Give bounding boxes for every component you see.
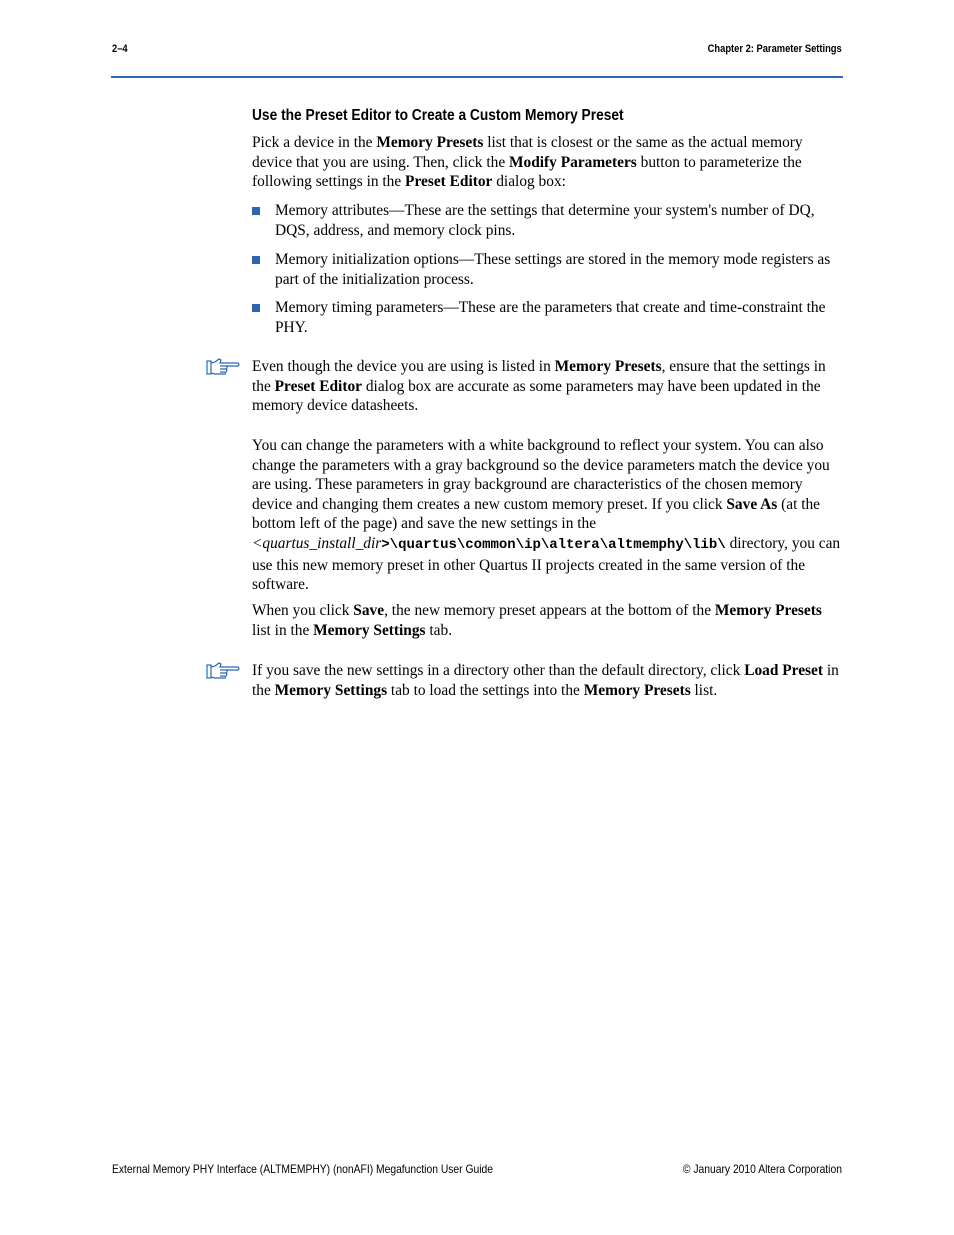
body-paragraph: When you click Save, the new memory preset appears at the bottom of the Memory Presets list in the Memory Settings tab. <box>252 602 822 639</box>
bullet-square-icon <box>252 207 260 215</box>
footer-copyright: © January 2010 Altera Corporation <box>682 1162 842 1176</box>
section-heading: Use the Preset Editor to Create a Custom Memory Preset <box>252 107 624 124</box>
footer-title: External Memory PHY Interface (ALTMEMPHY) (nonAFI) Megafunction User Guide <box>112 1162 494 1176</box>
pointing-hand-icon <box>205 662 241 680</box>
note-paragraph: Even though the device you are using is listed in Memory Presets, ensure that the settings in the Preset Editor dialog box are accurate as some parameters may have been updated in the memory device datasheets. <box>252 358 826 415</box>
pointing-hand-icon <box>205 358 241 376</box>
bullet-square-icon <box>252 304 260 312</box>
body-paragraph: You can change the parameters with a white background to reflect your system. You can also change the parameters with a gray background so the device parameters match the device you are using. These parameters in gray background are characteristics of the chosen memory device and changing them creates a new custom memory preset. If you click Save As (at the bottom left of the page) and save the new settings in the <quartus_install_dir>\quartus\common\ip\altera\altmemphy\lib\ directory, you can use this new memory preset in other Quartus II projects created in the same version of the software. <box>252 437 841 594</box>
header-rule <box>111 76 843 78</box>
note-paragraph: If you save the new settings in a directory other than the default directory, click Load Preset in the Memory Settings tab to load the settings into the Memory Presets list. <box>252 662 839 699</box>
list-item: Memory initialization options—These settings are stored in the memory mode registers as part of the initialization process. <box>252 250 844 289</box>
page-number: 2–4 <box>112 43 128 55</box>
bullet-square-icon <box>252 256 260 264</box>
list-item: Memory timing parameters—These are the parameters that create and time-constraint the PHY. <box>252 298 844 337</box>
intro-paragraph: Pick a device in the Memory Presets list that is closest or the same as the actual memory device that you are using. Then, click the Modify Parameters button to parameterize the following settings in the Preset Editor dialog box: <box>252 134 803 191</box>
chapter-title: Chapter 2: Parameter Settings <box>707 43 842 55</box>
list-item: Memory attributes—These are the settings that determine your system's number of DQ, DQS, address, and memory clock pins. <box>252 201 844 240</box>
